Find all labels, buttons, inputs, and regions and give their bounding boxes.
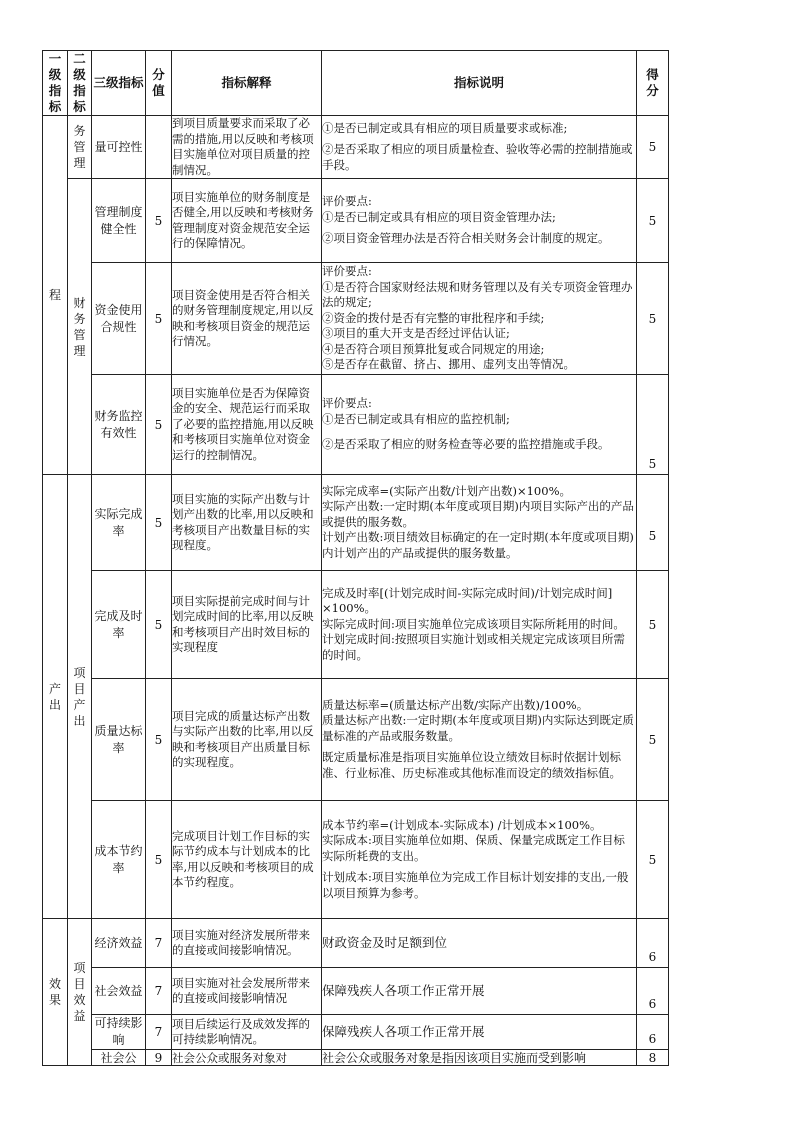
table-row: [43, 1050, 669, 1066]
indicator-name: 完成及时率: [92, 571, 146, 679]
indicator-explanation: 完成项目计划工作目标的实际节约成本与计划成本的比率,用以反映和考核项目的成本节约程度。: [172, 801, 322, 919]
table-row: [43, 571, 669, 679]
indicator-explanation: 项目完成的质量达标产出数与实际产出数的比率,用以反映和考核项目产出质量目标的实现程度。: [172, 679, 322, 801]
indicator-score: 5: [637, 263, 669, 375]
indicator-description: 实际完成率=(实际产出数/计划产出数)×100%。 实际产出数:一定时期(本年度或项目期)内项目实际产出的产品或提供的服务数。 计划产出数:项目绩效目标确定的在一定时期(本年度或项目期)内计划产出的产品或提供的服务数量。: [322, 475, 637, 571]
level1-effect: 效果: [43, 919, 68, 1066]
indicator-score: 8: [637, 1050, 669, 1066]
indicator-score: 6: [637, 968, 669, 1015]
header-score: 得分: [637, 51, 669, 116]
table-row: [43, 968, 669, 1015]
indicator-weight: 5: [146, 375, 172, 475]
indicator-name: 量可控性: [92, 116, 146, 179]
level1-output: 产出: [43, 475, 68, 919]
level2-effect: 项目效益: [68, 919, 92, 1066]
indicator-weight: 5: [146, 801, 172, 919]
indicator-score: 5: [637, 116, 669, 179]
table-row: [43, 919, 669, 968]
indicator-explanation: 项目实际提前完成时间与计划完成时间的比率,用以反映和考核项目产出时效目标的实现程度: [172, 571, 322, 679]
indicator-score: 5: [637, 375, 669, 475]
indicator-name: 管理制度健全性: [92, 179, 146, 263]
table-row: [43, 801, 669, 919]
level1-process: 程: [43, 116, 68, 475]
table-row: [43, 475, 669, 571]
indicator-explanation: 社会公众或服务对象对: [172, 1050, 322, 1066]
indicator-weight: 5: [146, 571, 172, 679]
indicator-weight: 7: [146, 919, 172, 968]
indicator-description: 财政资金及时足额到位: [322, 919, 637, 968]
table-row: [43, 1015, 669, 1050]
indicator-score: 5: [637, 475, 669, 571]
indicator-weight: 7: [146, 968, 172, 1015]
table-row: [43, 375, 669, 475]
header-row: [43, 51, 669, 116]
table-row: [43, 116, 669, 179]
header-level1: 一级指标: [43, 51, 68, 116]
indicator-description: 保障残疾人各项工作正常开展: [322, 1015, 637, 1050]
header-level2: 二级指标: [68, 51, 92, 116]
header-explanation: 指标解释: [172, 51, 322, 116]
header-description: 指标说明: [322, 51, 637, 116]
indicator-name: 质量达标率: [92, 679, 146, 801]
indicator-weight: [146, 116, 172, 179]
indicator-description: 质量达标率=(质量达标产出数/实际产出数)/100%。 质量达标产出数:一定时期(本年度或项目期)内实际达到既定质量标准的产品或服务数量。 既定质量标准是指项目实施单位设立绩效目标时依据计划标准、行业标准、历史标准或其他标准而设定的绩效指标值。: [322, 679, 637, 801]
indicator-description: 社会公众或服务对象是指因该项目实施而受到影响: [322, 1050, 637, 1066]
indicator-name: 社会公: [92, 1050, 146, 1066]
indicator-weight: 7: [146, 1015, 172, 1050]
performance-indicator-table: [42, 50, 669, 1066]
indicator-weight: 5: [146, 475, 172, 571]
indicator-explanation: 项目实施单位是否为保障资金的安全、规范运行而采取了必要的监控措施,用以反映和考核项目实施单位对资金运行的控制情况。: [172, 375, 322, 475]
indicator-weight: 5: [146, 679, 172, 801]
indicator-score: 5: [637, 179, 669, 263]
indicator-weight: 9: [146, 1050, 172, 1066]
indicator-explanation: 项目实施对经济发展所带来的直接或间接影响情况。: [172, 919, 322, 968]
level2-output: 项目产出: [68, 475, 92, 919]
indicator-name: 社会效益: [92, 968, 146, 1015]
indicator-name: 可持续影响: [92, 1015, 146, 1050]
indicator-explanation: 项目实施对社会发展所带来的直接或间接影响情况: [172, 968, 322, 1015]
indicator-weight: 5: [146, 179, 172, 263]
indicator-score: 6: [637, 919, 669, 968]
indicator-score: 6: [637, 1015, 669, 1050]
indicator-description: ①是否已制定或具有相应的项目质量要求或标准; ②是否采取了相应的项目质量检查、验收等必需的控制措施或手段。: [322, 116, 637, 179]
indicator-name: 资金使用合规性: [92, 263, 146, 375]
indicator-name: 财务监控有效性: [92, 375, 146, 475]
indicator-explanation: 项目实施单位的财务制度是否健全,用以反映和考核财务管理制度对资金规范安全运行的保障情况。: [172, 179, 322, 263]
header-level3: 三级指标: [92, 51, 146, 116]
level2-task: 务管理: [68, 116, 92, 179]
indicator-weight: 5: [146, 263, 172, 375]
indicator-description: 评价要点: ①是否符合国家财经法规和财务管理以及有关专项资金管理办法的规定; ②资金的拨付是否有完整的审批程序和手续; ③项目的重大开支是否经过评估认证; ④是否符合项目预算批复或合同规定的用途; ⑤是否存在截留、挤占、挪用、虚列支出等情况。: [322, 263, 637, 375]
table-row: [43, 179, 669, 263]
indicator-score: 5: [637, 679, 669, 801]
indicator-description: 成本节约率=(计划成本-实际成本) /计划成本×100%。 实际成本:项目实施单位如期、保质、保量完成既定工作目标实际所耗费的支出。 计划成本:项目实施单位为完成工作目标计划安排的支出,一般以项目预算为参考。: [322, 801, 637, 919]
indicator-description: 评价要点: ①是否已制定或具有相应的项目资金管理办法; ②项目资金管理办法是否符合相关财务会计制度的规定。: [322, 179, 637, 263]
header-weight: 分值: [146, 51, 172, 116]
indicator-explanation: 项目资金使用是否符合相关的财务管理制度规定,用以反映和考核项目资金的规范运行情况。: [172, 263, 322, 375]
level2-finance: 财务管理: [68, 179, 92, 475]
indicator-description: 评价要点: ①是否已制定或具有相应的监控机制; ②是否采取了相应的财务检查等必要的监控措施或手段。: [322, 375, 637, 475]
indicator-name: 经济效益: [92, 919, 146, 968]
indicator-explanation: 到项目质量要求而采取了必需的措施,用以反映和考核项目实施单位对项目质量的控制情况。: [172, 116, 322, 179]
indicator-description: 保障残疾人各项工作正常开展: [322, 968, 637, 1015]
indicator-name: 实际完成率: [92, 475, 146, 571]
indicator-description: 完成及时率[(计划完成时间-实际完成时间)/计划完成时间] ×100%。 实际完成时间:项目实施单位完成该项目实际所耗用的时间。 计划完成时间:按照项目实施计划或相关规定完成该项目所需的时间。: [322, 571, 637, 679]
indicator-explanation: 项目实施的实际产出数与计划产出数的比率,用以反映和考核项目产出数量目标的实现程度。: [172, 475, 322, 571]
table-row: [43, 263, 669, 375]
indicator-name: 成本节约率: [92, 801, 146, 919]
indicator-score: 5: [637, 571, 669, 679]
indicator-explanation: 项目后续运行及成效发挥的可持续影响情况。: [172, 1015, 322, 1050]
indicator-score: 5: [637, 801, 669, 919]
table-row: [43, 679, 669, 801]
